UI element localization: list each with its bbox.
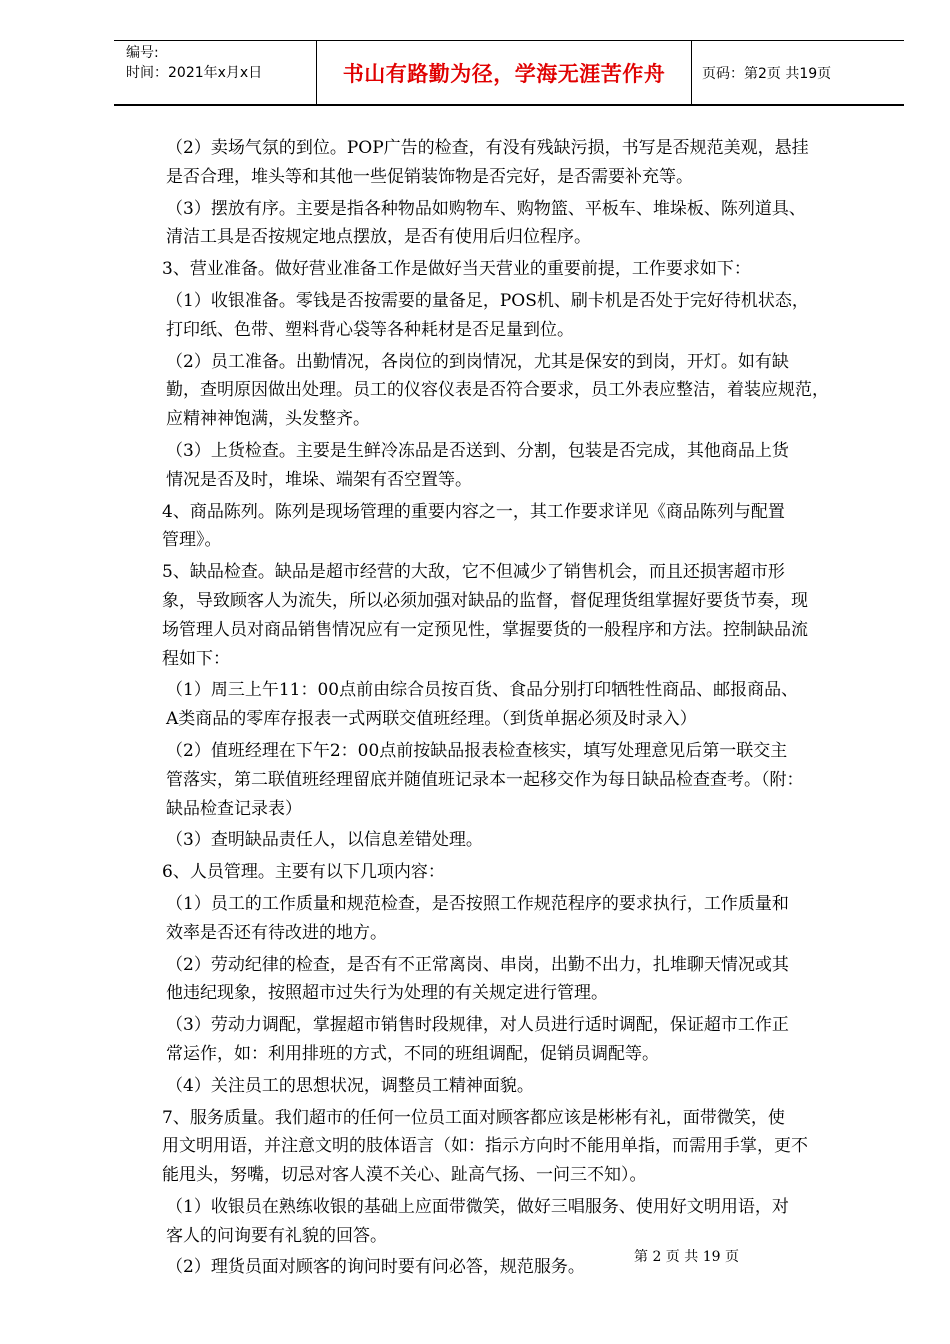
paragraph: （1）收银准备。零钱是否按需要的量备足，POS机、刷卡机是否处于完好待机状态， 打印纸、色带、塑料背心袋等各种耗材是否足量到位。 bbox=[166, 290, 809, 340]
header-meta bbox=[114, 41, 316, 104]
paragraph: （3）劳动力调配，掌握超市销售时段规律，对人员进行适时调配，保证超市工作正 常运作，如：利用排班的方式，不同的班组调配，促销员调配等。 bbox=[166, 1015, 789, 1064]
paragraph: （1）员工的工作质量和规范检查，是否按照工作规范程序的要求执行，工作质量和 效率是否还有待改进的地方。 bbox=[166, 893, 789, 943]
paragraph: 5、缺品检查。缺品是超市经营的大敌，它不但减少了销售机会，而且还损害超市形 象，导致顾客人为流失，所以必须加强对缺品的监督，督促理货组掌握好要货节奏，现 场管理人员对商品销售情况应有一定预见性，掌握要货的一般程序和方法。控制缺品流 程如下： bbox=[162, 562, 808, 669]
paragraph: 6、人员管理。主要有以下几项内容： bbox=[162, 862, 445, 883]
paragraph: （2）值班经理在下午2：00点前按缺品报表检查核实，填写处理意见后第一联交主 管落实，第二联值班经理留底并随值班记录本一起移交作为每日缺品检查查考。（附： 缺品检查记录表） bbox=[166, 740, 804, 819]
paragraph: 7、服务质量。我们超市的任何一位员工面对顾客都应该是彬彬有礼，面带微笑，使 用文明用语，并注意文明的肢体语言（如：指示方向时不能用单指，而需用手掌，更不 能甩头，努嘴，切忌对客人漠不关心、趾高气扬、一问三不知）。 bbox=[162, 1107, 808, 1186]
paragraph: （2）员工准备。出勤情况，各岗位的到岗情况，尤其是保安的到岗，开灯。如有缺 勤，查明原因做出处理。员工的仪容仪表是否符合要求，员工外表应整洁，着装应规范， 应精神神饱满，头发整齐。 bbox=[166, 351, 829, 430]
paragraph: （2）劳动纪律的检查，是否有不正常离岗、串岗，出勤不出力，扎堆聊天情况或其 他违纪现象，按照超市过失行为处理的有关规定进行管理。 bbox=[166, 954, 789, 1004]
page-footer: 第 2 页 共 19 页 bbox=[634, 1249, 739, 1265]
doc-number-label: 编号: bbox=[126, 45, 159, 61]
header-motto: 书山有路勤为径，学海无涯苦作舟 bbox=[316, 41, 692, 104]
paragraph: （3）上货检查。主要是生鲜冷冻品是否送到、分割，包装是否完成，其他商品上货 情况是否及时，堆垛、端架有否空置等。 bbox=[166, 440, 789, 490]
paragraph: 3、营业准备。做好营业准备工作是做好当天营业的重要前提，工作要求如下： bbox=[162, 259, 751, 280]
header-page-number: 页码：第2页 共19页 bbox=[702, 65, 832, 82]
paragraph: （2）卖场气氛的到位。POP广告的检查，有没有残缺污损，书写是否规范美观，悬挂 是否合理，堆头等和其他一些促销装饰物是否完好，是否需要补充等。 bbox=[166, 138, 809, 187]
paragraph: （3）摆放有序。主要是指各种物品如购物车、购物篮、平板车、堆垛板、陈列道具、 清洁工具是否按规定地点摆放，是否有使用后归位程序。 bbox=[166, 198, 806, 248]
paragraph: （3）查明缺品责任人，以信息差错处理。 bbox=[166, 830, 483, 851]
paragraph: （1）收银员在熟练收银的基础上应面带微笑，做好三唱服务、使用好文明用语，对 客人的问询要有礼貌的回答。 bbox=[166, 1196, 789, 1246]
page-header bbox=[114, 40, 904, 106]
document-body bbox=[143, 134, 888, 1285]
paragraph: （2）理货员面对顾客的询问时要有问必答，规范服务。 bbox=[166, 1257, 585, 1278]
doc-time-label: 时间：2021年x月x日 bbox=[126, 65, 263, 81]
paragraph: 4、商品陈列。陈列是现场管理的重要内容之一，其工作要求详见《商品陈列与配置 管理》。 bbox=[162, 501, 785, 551]
paragraph: （1）周三上午11：00点前由综合员按百货、食品分别打印牺牲性商品、邮报商品、 A类商品的零库存报表一式两联交值班经理。（到货单据必须及时录入） bbox=[166, 680, 799, 730]
paragraph: （4）关注员工的思想状况，调整员工精神面貌。 bbox=[166, 1075, 534, 1096]
